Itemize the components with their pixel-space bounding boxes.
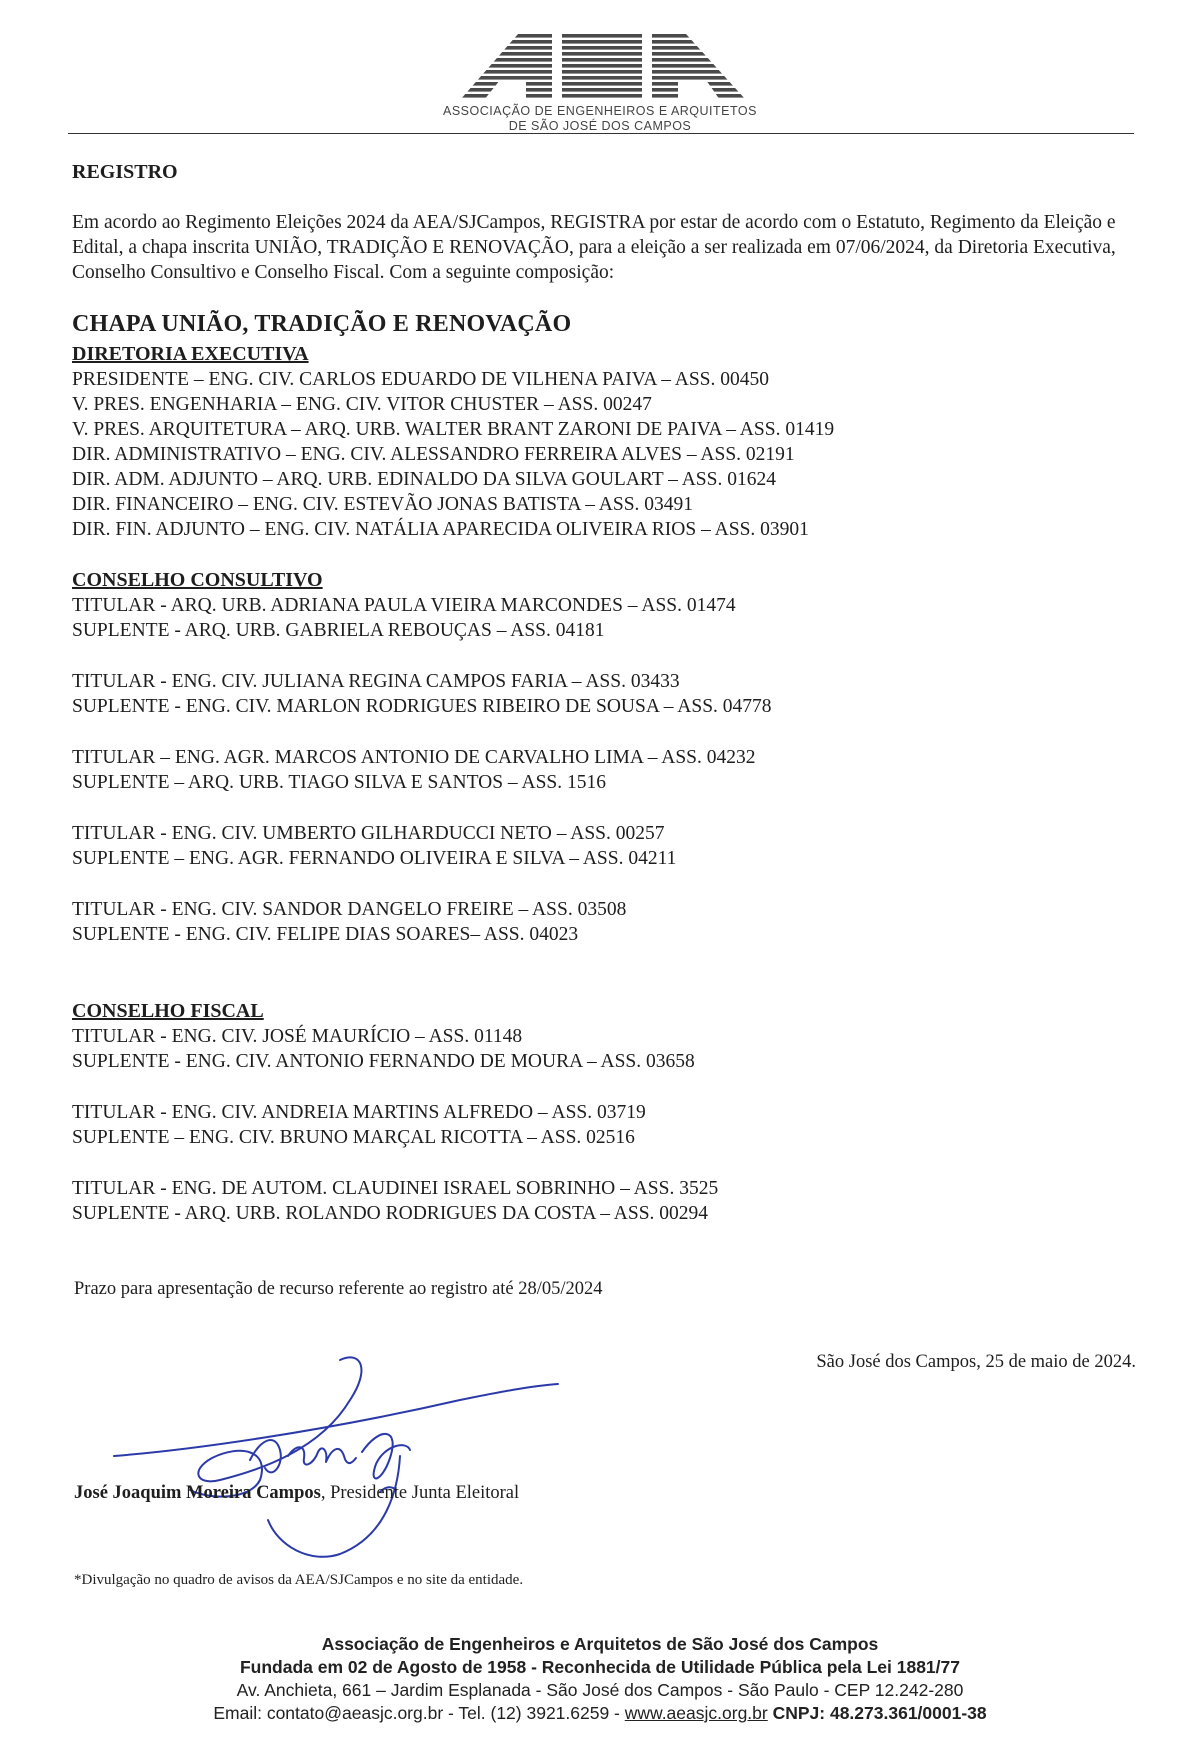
- list-item: TITULAR - ENG. DE AUTOM. CLAUDINEI ISRAEL SOBRINHO – ASS. 3525: [72, 1178, 719, 1199]
- fiscal-title: CONSELHO FISCAL: [72, 1000, 264, 1022]
- list-item: DIR. FINANCEIRO – ENG. CIV. ESTEVÃO JONAS BATISTA – ASS. 03491: [72, 494, 694, 515]
- list-item: DIR. ADM. ADJUNTO – ARQ. URB. EDINALDO DA SILVA GOULART – ASS. 01624: [72, 469, 776, 490]
- list-item: SUPLENTE - ARQ. URB. ROLANDO RODRIGUES DA COSTA – ASS. 00294: [72, 1203, 709, 1224]
- diretoria-list: [72, 367, 834, 542]
- list-item: V. PRES. ENGENHARIA – ENG. CIV. VITOR CHUSTER – ASS. 00247: [72, 394, 652, 415]
- intro-paragraph: Em acordo ao Regimento Eleições 2024 da AEA/SJCampos, REGISTRA por estar de acordo com o Estatuto, Regimento da Eleição e Edital, a chapa inscrita UNIÃO, TRADIÇÃO E RENOVAÇÃO, para a eleição a ser realizada em 07/06/2024, da Diretoria Executiva, Conselho Consultivo e Conselho Fiscal. Com a seguinte composição:: [72, 212, 1116, 283]
- list-item: TITULAR - ENG. CIV. UMBERTO GILHARDUCCI NETO – ASS. 00257: [72, 823, 665, 844]
- footer-cnpj: CNPJ: 48.273.361/0001-38: [767, 1703, 987, 1723]
- signer-name: José Joaquim Moreira Campos: [74, 1483, 321, 1503]
- aea-logo-mark: [430, 28, 770, 102]
- prazo-text: Prazo para apresentação de recurso referente ao registro até 28/05/2024: [74, 1279, 603, 1299]
- diretoria-title: DIRETORIA EXECUTIVA: [72, 343, 309, 365]
- list-item: SUPLENTE – ENG. AGR. FERNANDO OLIVEIRA E SILVA – ASS. 04211: [72, 848, 677, 869]
- footer-foundation: Fundada em 02 de Agosto de 1958 - Reconhecida de Utilidade Pública pela Lei 1881/77: [239, 1657, 960, 1677]
- list-item: TITULAR - ENG. CIV. JULIANA REGINA CAMPOS FARIA – ASS. 03433: [72, 671, 680, 692]
- consultivo-list: [72, 593, 772, 947]
- consultivo-title: CONSELHO CONSULTIVO: [72, 569, 323, 591]
- header-divider: [68, 133, 1134, 134]
- list-item: PRESIDENTE – ENG. CIV. CARLOS EDUARDO DE VILHENA PAIVA – ASS. 00450: [72, 369, 770, 390]
- list-item: SUPLENTE – ARQ. URB. TIAGO SILVA E SANTOS – ASS. 1516: [72, 772, 607, 793]
- chapa-title: CHAPA UNIÃO, TRADIÇÃO E RENOVAÇÃO: [72, 311, 572, 337]
- list-item: TITULAR – ENG. AGR. MARCOS ANTONIO DE CARVALHO LIMA – ASS. 04232: [72, 747, 756, 768]
- footnote: *Divulgação no quadro de avisos da AEA/SJCampos e no site da entidade.: [74, 1572, 524, 1588]
- list-item: DIR. FIN. ADJUNTO – ENG. CIV. NATÁLIA APARECIDA OLIVEIRA RIOS – ASS. 03901: [72, 519, 809, 540]
- list-item: SUPLENTE - ENG. CIV. ANTONIO FERNANDO DE MOURA – ASS. 03658: [72, 1051, 695, 1072]
- document-title: REGISTRO: [72, 161, 178, 183]
- aea-logo: [430, 28, 770, 133]
- list-item: TITULAR - ENG. CIV. JOSÉ MAURÍCIO – ASS. 01148: [72, 1026, 523, 1047]
- list-item: SUPLENTE - ENG. CIV. FELIPE DIAS SOARES– ASS. 04023: [72, 924, 579, 945]
- logo-org-line1: ASSOCIAÇÃO DE ENGENHEIROS E ARQUITETOS: [443, 104, 757, 118]
- list-item: TITULAR - ENG. CIV. SANDOR DANGELO FREIRE – ASS. 03508: [72, 899, 627, 920]
- list-item: DIR. ADMINISTRATIVO – ENG. CIV. ALESSANDRO FERREIRA ALVES – ASS. 02191: [72, 444, 795, 465]
- fiscal-list: [72, 1024, 718, 1226]
- list-item: TITULAR - ARQ. URB. ADRIANA PAULA VIEIRA MARCONDES – ASS. 01474: [72, 595, 736, 616]
- handwritten-signature: [100, 1340, 580, 1570]
- list-item: SUPLENTE – ENG. CIV. BRUNO MARÇAL RICOTTA – ASS. 02516: [72, 1127, 635, 1148]
- signer-line: [74, 1483, 519, 1504]
- list-item: SUPLENTE - ENG. CIV. MARLON RODRIGUES RIBEIRO DE SOUSA – ASS. 04778: [72, 696, 772, 717]
- signer-role: , Presidente Junta Eleitoral: [320, 1483, 520, 1503]
- list-item: V. PRES. ARQUITETURA – ARQ. URB. WALTER BRANT ZARONI DE PAIVA – ASS. 01419: [72, 419, 835, 440]
- list-item: TITULAR - ENG. CIV. ANDREIA MARTINS ALFREDO – ASS. 03719: [72, 1102, 646, 1123]
- page-footer: [0, 1633, 1200, 1725]
- footer-org-name: Associação de Engenheiros e Arquitetos de São José dos Campos: [321, 1634, 879, 1654]
- logo-org-line2: DE SÃO JOSÉ DOS CAMPOS: [508, 119, 692, 133]
- list-item: SUPLENTE - ARQ. URB. GABRIELA REBOUÇAS – ASS. 04181: [72, 620, 605, 641]
- footer-address: Av. Anchieta, 661 – Jardim Esplanada - São José dos Campos - São Paulo - CEP 12.242-280: [236, 1680, 964, 1700]
- footer-contact: [0, 1702, 1200, 1725]
- footer-email-phone: Email: contato@aeasjc.org.br - Tel. (12) 3921.6259 -: [213, 1703, 625, 1723]
- date-line: São José dos Campos, 25 de maio de 2024.: [816, 1352, 1136, 1372]
- website-link[interactable]: www.aeasjc.org.br: [624, 1703, 768, 1723]
